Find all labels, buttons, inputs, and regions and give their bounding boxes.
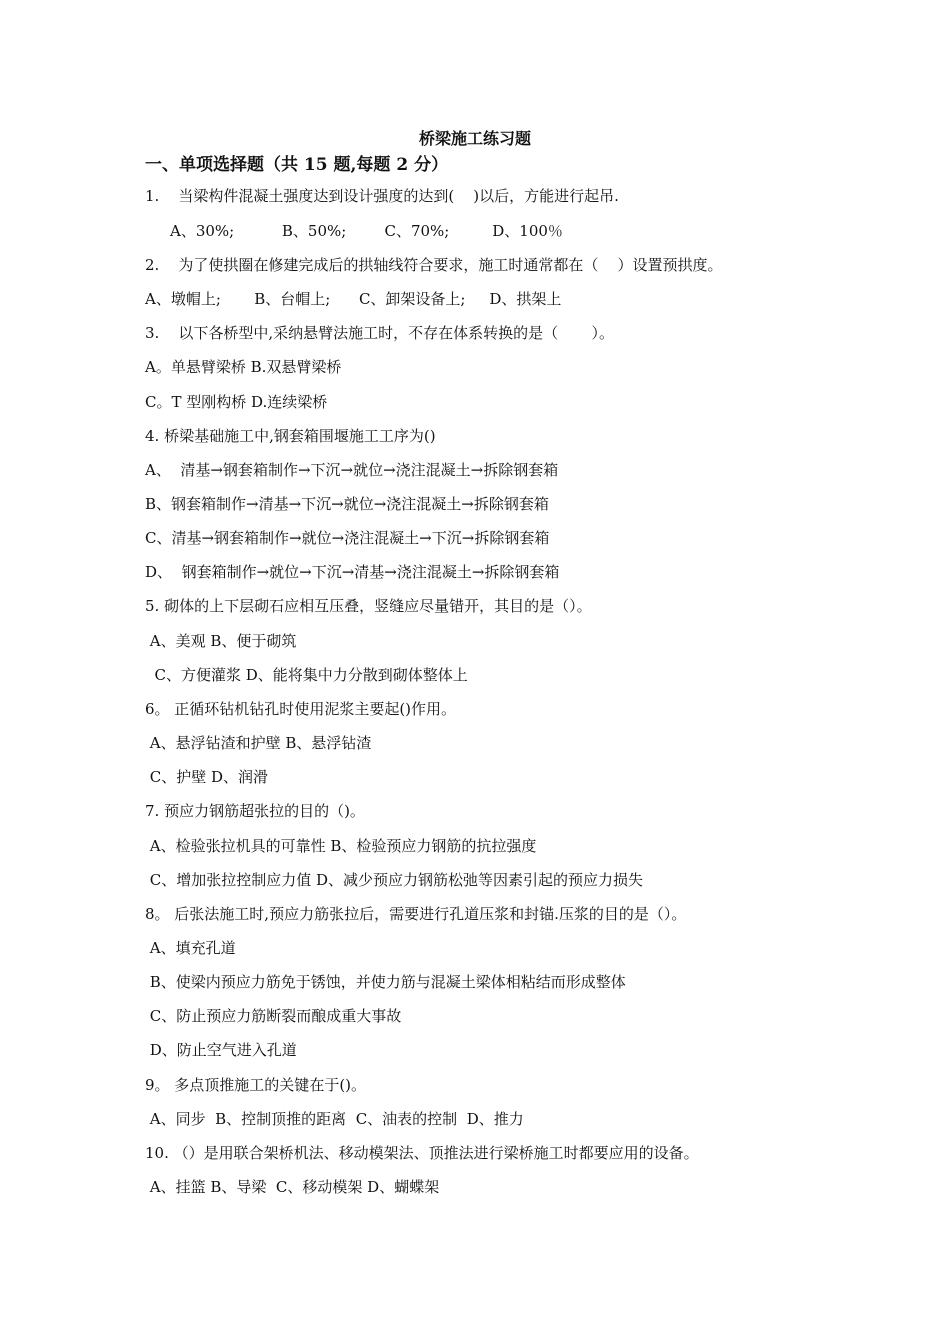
option-line: C。T 型刚构桥 D.连续梁桥 [145,393,328,411]
option-line: A、美观 B、便于砌筑 [145,632,297,650]
question-line: 5. 砌体的上下层砌石应相互压叠，竖缝应尽量错开，其目的是（）。 [145,597,592,615]
question-line: 4. 桥梁基础施工中,钢套箱围堰施工工序为() [145,427,436,445]
question-line: 7. 预应力钢筋超张拉的目的（)。 [145,802,365,820]
option-line: D、 钢套箱制作→就位→下沉→清基→浇注混凝土→拆除钢套箱 [145,563,560,581]
option-line: A、挂篮 B、导梁 C、移动模架 D、蝴蝶架 [145,1178,440,1196]
option-line: A、墩帽上; B、台帽上; C、卸架设备上; D、拱架上 [145,290,562,308]
option-line: C、防止预应力筋断裂而酿成重大事故 [145,1007,402,1025]
section-heading: 一、单项选择题（共 15 题,每题 2 分） [145,155,449,175]
option-line: A、检验张拉机具的可靠性 B、检验预应力钢筋的抗拉强度 [145,837,537,855]
question-line: 1. 当梁构件混凝土强度达到设计强度的达到( )以后，方能进行起吊. [145,187,619,205]
option-line: A、同步 B、控制顶推的距离 C、油表的控制 D、推力 [145,1110,524,1128]
question-line: 6。 正循环钻机钻孔时使用泥浆主要起()作用。 [145,700,457,718]
option-line: A、 清基→钢套箱制作→下沉→就位→浇注混凝土→拆除钢套箱 [145,461,559,479]
question-line: 10. （）是用联合架桥机法、移动模架法、顶推法进行梁桥施工时都要应用的设备。 [145,1144,699,1162]
document-title: 桥梁施工练习题 [418,129,531,148]
question-line: 8。 后张法施工时,预应力筋张拉后，需要进行孔道压浆和封锚.压浆的目的是（）。 [145,905,687,923]
option-line: C、增加张拉控制应力值 D、减少预应力钢筋松弛等因素引起的预应力损失 [145,871,644,889]
question-line: 3. 以下各桥型中,采纳悬臂法施工时，不存在体系转换的是（ ）。 [145,324,615,342]
option-line: B、钢套箱制作→清基→下沉→就位→浇注混凝土→拆除钢套箱 [145,495,549,513]
option-line: B、使梁内预应力筋免于锈蚀，并使力筋与混凝土梁体相粘结而形成整体 [145,973,626,991]
option-line: A。单悬臂梁桥 B.双悬臂梁桥 [145,358,342,376]
option-line: C、方便灌浆 D、能将集中力分散到砌体整体上 [145,666,468,684]
option-line: C、清基→钢套箱制作→就位→浇注混凝土→下沉→拆除钢套箱 [145,529,550,547]
option-line: C、护壁 D、润滑 [145,768,269,786]
option-line: D、防止空气进入孔道 [145,1041,297,1059]
question-line: 2. 为了使拱圈在修建完成后的拱轴线符合要求，施工时通常都在（ ）设置预拱度。 [145,256,723,274]
question-line: 9。 多点顶推施工的关键在于()。 [145,1076,367,1094]
option-line: A、悬浮钻渣和护壁 B、悬浮钻渣 [145,734,372,752]
option-line: A、填充孔道 [145,939,236,957]
option-line: A、30%; B、50%; C、70%; D、100％ [170,222,563,240]
